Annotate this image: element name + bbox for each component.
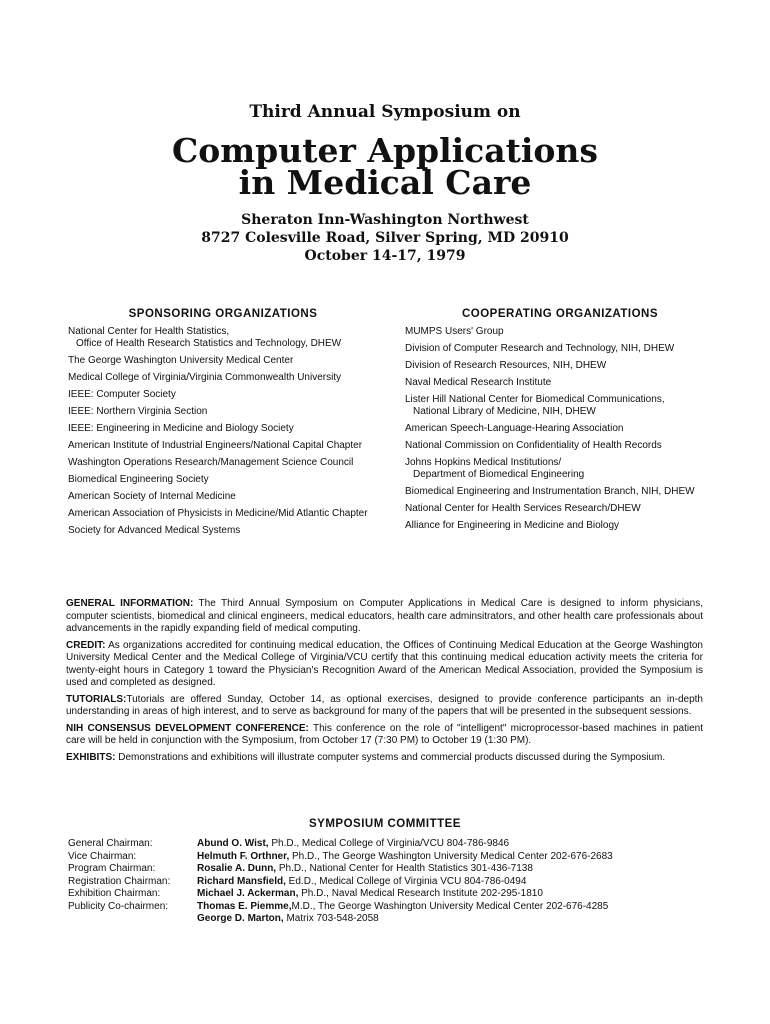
information-section	[66, 598, 703, 768]
committee-role: General Chairman:	[68, 838, 153, 849]
info-text: This conference on the role of "intelligent" microprocessor-based machines in patient care will be held in conjunction with the Symposium, from October 17 (7:30 PM) to October 19 (1:30 PM).	[66, 722, 704, 746]
info-paragraph	[66, 752, 703, 765]
cooperating-org: Division of Computer Research and Technology, NIH, DHEW	[405, 343, 675, 354]
info-text: As organizations accredited for continuing medical education, the Offices of Continuing Medical Education at the George Washington University Medical Center and the Medical College of Virginia/VCU certify that this continuing medical education activity meets the criteria for twenty-eight hours in Category 1 toward the Physician's Recognition Award of the American Medical Association, provided the Symposium is used and completed as designed.	[66, 639, 703, 688]
committee-member	[197, 888, 717, 901]
sponsoring-org: American Institute of Industrial Engineers/National Capital Chapter	[68, 440, 363, 451]
sponsoring-org: The George Washington University Medical Center	[68, 355, 294, 366]
member-name: George D. Marton,	[197, 913, 284, 924]
member-name: Abund O. Wist,	[197, 838, 269, 849]
member-name: Rosalie A. Dunn,	[197, 863, 277, 874]
cooperating-org: MUMPS Users' Group	[405, 326, 504, 337]
committee-heading: SYMPOSIUM COMMITTEE	[309, 818, 461, 830]
info-text: Demonstrations and exhibitions will illustrate computer systems and commercial products discussed during the Symposium.	[115, 751, 666, 763]
member-name: Helmuth F. Orthner,	[197, 850, 290, 862]
title-line-1: Computer Applications	[171, 131, 599, 170]
committee-members	[197, 838, 717, 926]
sponsoring-org: Society for Advanced Medical Systems	[68, 525, 241, 536]
member-detail: Ph.D., Naval Medical Research Institute 202-295-1810	[298, 888, 543, 899]
sponsoring-org: IEEE: Computer Society	[68, 389, 176, 400]
sponsoring-organizations	[68, 308, 378, 542]
title-line-2: in Medical Care	[238, 163, 532, 202]
info-paragraph	[66, 723, 703, 748]
cooperating-org: Johns Hopkins Medical Institutions/ Department of Biomedical Engineering	[405, 457, 585, 480]
committee-role: Program Chairman:	[68, 863, 156, 874]
committee-roles	[68, 838, 196, 913]
committee-role: Vice Chairman:	[68, 850, 137, 862]
cooperating-heading: COOPERATING ORGANIZATIONS	[461, 308, 659, 320]
member-detail: M.D., The George Washington University Medical Center 202-676-4285	[291, 900, 609, 912]
sponsoring-org: IEEE: Engineering in Medicine and Biology Society	[68, 423, 294, 434]
sponsoring-org: American Society of Internal Medicine	[68, 491, 236, 502]
member-detail: Ph.D., National Center for Health Statistics 301-436-7138	[276, 863, 533, 874]
sponsoring-list	[68, 326, 378, 537]
sponsoring-org: Washington Operations Research/Management Science Council	[68, 457, 354, 468]
member-detail: Matrix 703-548-2058	[283, 913, 379, 924]
committee-role: Publicity Co-chairmen:	[68, 900, 169, 912]
address: 8727 Colesville Road, Silver Spring, MD 20910	[201, 230, 569, 246]
cooperating-list	[405, 326, 715, 532]
cooperating-org: Alliance for Engineering in Medicine and Biology	[405, 520, 620, 531]
member-name: Richard Mansfield,	[197, 875, 286, 887]
member-name: Thomas E. Piemme,	[197, 900, 292, 912]
info-paragraph	[66, 694, 703, 719]
cooperating-org: National Commission on Confidentiality of Health Records	[405, 440, 662, 451]
committee-role: Exhibition Chairman:	[68, 888, 161, 899]
symposium-pretitle: Third Annual Symposium on	[249, 102, 521, 122]
member-detail: Ed.D., Medical College of Virginia VCU 804-786-0494	[285, 875, 527, 887]
sponsoring-heading: SPONSORING ORGANIZATIONS	[128, 308, 318, 320]
sponsoring-org: IEEE: Northern Virginia Section	[68, 406, 208, 417]
committee-member	[197, 851, 717, 864]
cooperating-org: Biomedical Engineering and Instrumentation Branch, NIH, DHEW	[405, 486, 695, 497]
cooperating-org: Division of Research Resources, NIH, DHEW	[405, 360, 607, 371]
committee-member	[197, 863, 717, 876]
info-text: Tutorials are offered Sunday, October 14, as optional exercises, designed to provide conference participants an in-depth understanding in areas of high interest, and to serve as background for many of the papers that will be presented in the subsequent sessions.	[66, 693, 703, 717]
info-label: TUTORIALS:	[66, 693, 127, 705]
cooperating-org: American Speech-Language-Hearing Association	[405, 423, 624, 434]
member-detail: Ph.D., The George Washington University Medical Center 202-676-2683	[289, 850, 613, 862]
sponsoring-org: American Association of Physicists in Medicine/Mid Atlantic Chapter	[68, 508, 368, 519]
cooperating-org: Naval Medical Research Institute	[405, 377, 552, 388]
sponsoring-org: National Center for Health Statistics, Office of Health Research Statistics and Technology, DHEW	[68, 326, 342, 349]
cooperating-org: National Center for Health Services Research/DHEW	[405, 503, 641, 514]
info-paragraph	[66, 598, 703, 636]
info-text: The Third Annual Symposium on Computer Applications in Medical Care is designed to inform physicians, computer scientists, biomedical and clinical engineers, medical educators, health care adminsitrators, and other health care professionals about advancements in the rapidly expanding field of medical computing.	[66, 598, 703, 634]
info-label: NIH CONSENSUS DEVELOPMENT CONFERENCE:	[66, 722, 309, 734]
committee-member	[197, 901, 717, 914]
cooperating-org: Lister Hill National Center for Biomedical Communications, National Library of Medicine, NIH, DHEW	[405, 394, 665, 417]
sponsoring-org: Medical College of Virginia/Virginia Commonwealth University	[68, 372, 342, 383]
info-label: EXHIBITS:	[66, 751, 116, 763]
member-name: Michael J. Ackerman,	[197, 888, 299, 899]
sponsoring-org: Biomedical Engineering Society	[68, 474, 209, 485]
info-label: GENERAL INFORMATION:	[66, 598, 194, 609]
cooperating-organizations	[405, 308, 715, 537]
member-detail: Ph.D., Medical College of Virginia/VCU 804-786-9846	[268, 838, 510, 849]
info-paragraph	[66, 640, 703, 690]
committee-role: Registration Chairman:	[68, 875, 171, 887]
committee-member	[197, 876, 717, 889]
committee-member	[197, 838, 717, 851]
venue: Sheraton Inn-Washington Northwest	[241, 212, 529, 228]
info-label: CREDIT:	[66, 639, 106, 651]
dates: October 14-17, 1979	[304, 248, 466, 264]
committee-member	[197, 913, 717, 926]
